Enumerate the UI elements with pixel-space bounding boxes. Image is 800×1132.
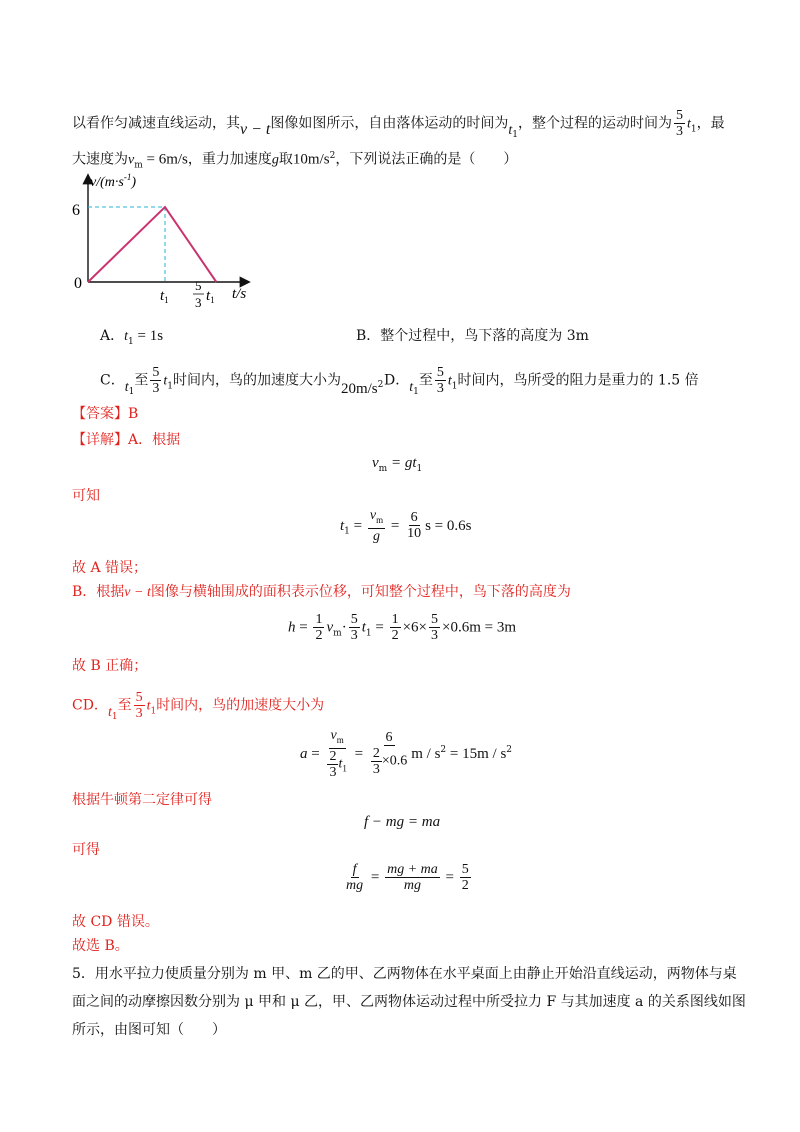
choose-b: 故选 B。 [72,938,129,954]
option-c: C．$t_1$至 $\frac{5}{3}$ $t_1$时间内，鸟的加速度大小为$20m/s^2$ [100,365,384,398]
a-wrong: 故 A 错误； [72,560,148,576]
cd-intro: CD．$t_1$至 $\frac{5}{3}$ $t_1$时间内，鸟的加速度大小为 [72,690,325,723]
q5-line-1: 5．用水平拉力使质量分别为 m 甲、m 乙的甲、乙两物体在水平桌面上由静止开始沿直线运动，两物体与桌 [72,966,737,982]
fraction-5-3: $\frac{5}{3}$ [675,108,683,139]
b-intro: B．根据v − t图像与横轴围成的面积表示位移，可知整个过程中，鸟下落的高度为 [72,584,571,600]
detail-label: 【详解】A．根据 [72,432,181,448]
answer-label: 【答案】B [72,406,139,422]
origin-label: 0 [74,275,82,292]
cd-wrong: 故 CD 错误。 [72,914,159,930]
x-tick-5-3-t: $t_1$ [206,288,215,305]
x-tick-5-3-den: 3 [195,295,202,310]
option-b: B．整个过程中，鸟下落的高度为 3m [356,328,589,344]
vt-graph [72,172,272,312]
newton-law: 根据牛顿第二定律可得 [72,792,212,808]
kede: 可得 [72,842,100,858]
equation-t1: $t_1$ = $\frac{v_m}{g}$ = $\frac{6}{10}$ s = 0.6s [340,508,472,544]
y-tick-6: 6 [72,202,80,219]
y-axis-label: $v/(m\cdot s^{-1})$ [90,172,136,190]
equation-h: h = $\frac{1}{2}$ $v_m\cdot$ $\frac{5}{3}$ $t_1$ = $\frac{1}{2}$ ×6× $\frac{5}{3}$ ×0.6m = 3m [288,612,517,643]
x-tick-t1: $t_1$ [160,288,169,305]
q5-line-2: 面之间的动摩擦因数分别为 μ 甲和 μ 乙，甲、乙两物体运动过程中所受拉力 F 与其加速度 a 的关系图线如图 [72,994,746,1010]
b-right: 故 B 正确； [72,658,148,674]
equation-vm-gt: $v_m = gt_1$ [372,455,423,474]
velocity-series-line [88,207,216,282]
option-a: A．$t_1 = 1s$ [100,328,164,347]
equation-a: a = $v_m$ $\frac{2}{3}$ $t_1$ = 6 $\frac{2}{3}$ ×0.6 $m / s^2 = 15m / s^2$ [300,728,513,780]
vt-symbol: v − t [240,120,271,138]
kezhi-1: 可知 [72,488,100,504]
equation-newton: f − mg = ma [364,814,441,830]
intro-line-2: 大速度为$v_m = 6m/s$，重力加速度g取$10m/s^2$，下列说法正确的是（ ） [72,151,518,171]
intro-line-1: 以看作匀减速直线运动，其v − t图像如图所示，自由落体运动的时间为$t_1$，整个过程的运动时间为 $\frac{5}{3}$ $t_1$，最 [72,108,725,141]
option-d: D．$t_1$至 $\frac{5}{3}$ $t_1$时间内，鸟所受的阻力是重力的 1.5 倍 [384,365,699,398]
x-tick-5-3-num: 5 [195,278,202,293]
equation-ratio: $\frac{f}{mg}$ = $\frac{mg + ma}{mg}$ = $\frac{5}{2}$ [346,862,469,893]
x-axis-label: t/s [232,286,247,302]
q5-line-3: 所示，由图可知（ ） [72,1022,226,1038]
